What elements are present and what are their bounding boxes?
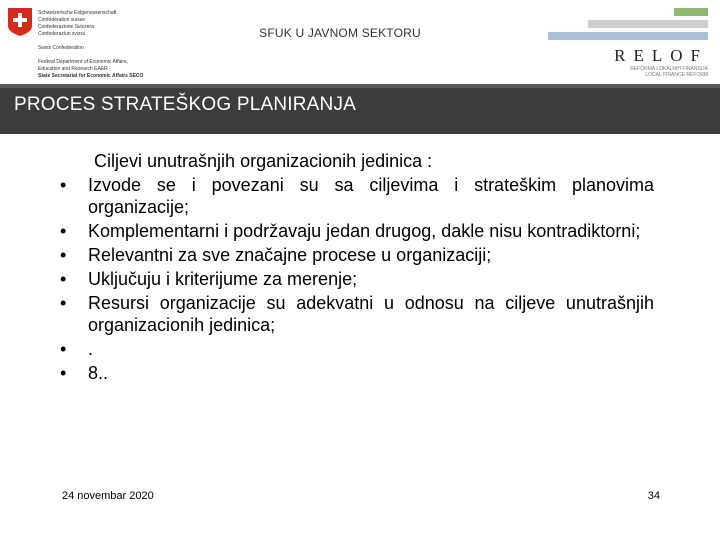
bullet-icon: • xyxy=(60,293,67,313)
bullet-icon: • xyxy=(60,175,67,195)
title-bar-accent xyxy=(0,84,720,88)
slide-header xyxy=(0,0,720,84)
swiss-confederation-logo xyxy=(8,8,208,80)
lead-text: Ciljevi unutrašnjih organizacionih jedinica : xyxy=(94,151,433,171)
footer-date: 24 novembar 2020 xyxy=(62,490,154,502)
swiss-line: State Secretariat for Economic Affairs SECO xyxy=(38,73,144,79)
list-item-text: Komplementarni i podržavaju jedan drugog, dakle nisu kontradiktorni; xyxy=(88,221,641,241)
swiss-text-lines xyxy=(38,10,143,80)
swiss-line: Confédération suisse xyxy=(38,17,85,23)
slide-title: PROCES STRATEŠKOG PLANIRANJA xyxy=(14,94,357,115)
list-item-text: Relevantni za sve značajne procese u organizaciji; xyxy=(88,245,492,265)
slide-content xyxy=(60,150,654,386)
reloff-subtitle xyxy=(630,66,708,78)
swiss-line: Federal Department of Economic Affairs, xyxy=(38,59,128,65)
logo-bar-gray xyxy=(588,20,708,28)
list-item-text: Uključuju i kriterijume za merenje; xyxy=(88,269,358,289)
header-title: SFUK U JAVNOM SEKTORU xyxy=(259,26,421,40)
bullet-icon: • xyxy=(60,245,67,265)
bullet-icon: • xyxy=(60,221,67,241)
reloff-subtitle-line: LOCAL FINANCE REFORM xyxy=(645,72,708,78)
swiss-line: Schweizerische Eidgenossenschaft xyxy=(38,10,117,16)
list-item xyxy=(60,174,654,218)
list-item-text: Izvode se i povezani su sa ciljevima i strateškim planovima organizacije; xyxy=(88,175,654,217)
swiss-line: Education and Research EAER xyxy=(38,66,108,72)
list-item xyxy=(60,268,654,290)
page-number: 34 xyxy=(647,490,660,502)
reloff-logo xyxy=(548,6,708,80)
bullet-list xyxy=(60,174,654,384)
reloff-subtitle-line: REFORMA LOKALNIH FINANSIJA xyxy=(630,66,708,72)
list-item xyxy=(60,338,654,360)
logo-bar-blue xyxy=(548,32,708,40)
list-item-text: Resursi organizacije su adekvatni u odnosu na ciljeve unutrašnjih organizacionih jedinica; xyxy=(88,293,654,335)
list-item xyxy=(60,292,654,336)
list-item xyxy=(60,362,654,384)
list-item-text: . xyxy=(88,339,94,359)
reloff-wordmark: RELOF xyxy=(614,46,708,65)
bullet-icon: • xyxy=(60,339,67,359)
swiss-line: Confederaziun svizra xyxy=(38,31,85,37)
swiss-line xyxy=(38,52,143,59)
swiss-line: Confederazione Svizzera xyxy=(38,24,94,30)
title-bar xyxy=(0,84,720,134)
bullet-icon: • xyxy=(60,363,67,383)
swiss-line: Swiss Confederation xyxy=(38,45,84,51)
logo-bar-green xyxy=(674,8,708,16)
list-item xyxy=(60,244,654,266)
bullet-icon: • xyxy=(60,269,67,289)
list-item-text: 8.. xyxy=(88,363,109,383)
list-item xyxy=(60,220,654,242)
